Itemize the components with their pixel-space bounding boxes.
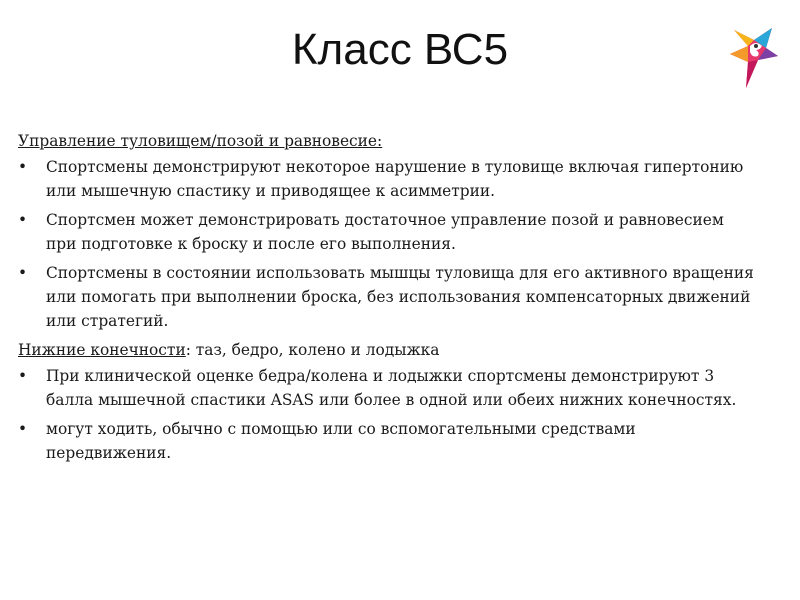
list-item	[18, 155, 758, 203]
section-heading-trunk	[18, 129, 758, 153]
list-item	[18, 261, 758, 333]
section-heading-lower-limbs-label: Нижние конечности	[18, 341, 186, 359]
bullet-dot: •	[18, 367, 28, 385]
section-heading-lower-limbs-rest: : таз, бедро, колено и лодыжка	[185, 341, 440, 359]
list-item-text: Спортсмены демонстрируют некоторое нарушение в туловище включая гипертонию или мышечную спастику и приводящее к асимметрии.	[46, 158, 744, 200]
slide-title: Класс ВС5	[291, 25, 509, 74]
list-item-text: Спортсмен может демонстрировать достаточное управление позой и равновесием при подготовке к броску и после его выполнения.	[46, 211, 724, 253]
list-item	[18, 208, 758, 256]
bullet-list-trunk	[18, 155, 758, 333]
bullet-dot: •	[18, 158, 28, 176]
list-item-text: Спортсмены в состоянии использовать мышцы туловища для его активного вращения или помогать при выполнении броска, без использования компенсаторных движений или стратегий.	[46, 264, 754, 330]
bullet-dot: •	[18, 211, 28, 229]
section-heading-trunk-label: Управление туловищем/позой и равновесие:	[18, 132, 383, 150]
bullet-dot: •	[18, 420, 28, 438]
slide-content	[18, 129, 758, 470]
bullet-list-lower-limbs	[18, 364, 758, 465]
bullet-dot: •	[18, 264, 28, 282]
list-item-text: могут ходить, обычно с помощью или со вспомогательными средствами передвижения.	[46, 420, 636, 462]
list-item	[18, 364, 758, 412]
star-logo-icon	[728, 22, 780, 94]
list-item	[18, 417, 758, 465]
section-heading-lower-limbs	[18, 338, 758, 362]
list-item-text: При клинической оценке бедра/колена и лодыжки спортсмены демонстрируют 3 балла мышечной спастики ASAS или более в одной или обеих нижних конечностях.	[46, 367, 737, 409]
